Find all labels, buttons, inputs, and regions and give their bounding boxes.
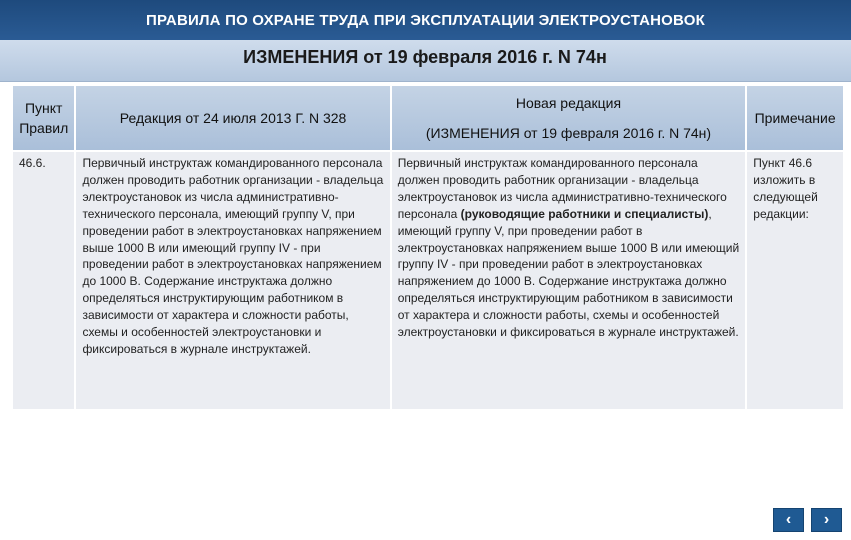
- next-slide-button[interactable]: [811, 508, 842, 532]
- comparison-table: [11, 84, 845, 411]
- column-header-new-edition-label: Новая редакция: [515, 95, 622, 111]
- cell-new-text: [392, 152, 746, 409]
- page-title: ПРАВИЛА ПО ОХРАНЕ ТРУДА ПРИ ЭКСПЛУАТАЦИИ ЭЛЕКТРОУСТАНОВОК: [146, 11, 705, 29]
- cell-item: 46.6.: [13, 152, 74, 409]
- column-header-item: [13, 86, 74, 150]
- column-header-note: [747, 86, 843, 150]
- column-header-new-edition-sublabel: (ИЗМЕНЕНИЯ от 19 февраля 2016 г. N 74н): [425, 125, 712, 141]
- cell-old-text: Первичный инструктаж командированного персонала должен проводить работник организации - владельца электроустановок из числа административно-технического персонала, имеющий группу V, при проведении работ в электроустановках напряжением выше 1000 В или имеющий группу IV - при проведении работ в электроустановках напряжением до 1000 В. Содержание инструктажа должно определяться инструктирующим работником в зависимости от характера и сложности работы, схемы и особенностей электроустановки и фиксироваться в журнале инструктажей.: [76, 152, 389, 409]
- column-header-new-edition: [392, 86, 746, 150]
- new-text-part1: Первичный инструктаж командированного персонала должен проводить работник организации - владельца электроустановок из числа административно-технического персонала: [397, 156, 727, 221]
- new-text-part2: , имеющий группу V, при проведении работ в электроустановках напряжением выше 1000 В или имеющий группу IV - при проведении работ в электроустановках напряжением до 1000 В. Содержание инструктажа должно определяться инструктирующим работником в зависимости от характера и сложности работы, схемы и особенностей электроустановки и фиксироваться в журнале инструктажей.: [397, 206, 740, 340]
- prev-slide-button[interactable]: [773, 508, 804, 532]
- app-title-bar: [0, 0, 851, 40]
- chevron-left-icon: ‹: [785, 511, 792, 528]
- page-subtitle: ИЗМЕНЕНИЯ от 19 февраля 2016 г. N 74н: [243, 47, 607, 67]
- column-header-old-edition: [76, 86, 389, 150]
- cell-note: Пункт 46.6 изложить в следующей редакции:: [747, 152, 843, 409]
- column-header-note-label: Примечание: [754, 110, 836, 126]
- table-header-row: [13, 86, 843, 150]
- column-header-old-edition-label: Редакция от 24 июля 2013 Г. N 328: [119, 110, 347, 126]
- chevron-right-icon: ›: [823, 511, 830, 528]
- table-row: [13, 152, 843, 409]
- column-header-item-label: Пункт Правил: [19, 100, 69, 136]
- new-text-bold: (руководящие работники и специалисты): [460, 206, 709, 221]
